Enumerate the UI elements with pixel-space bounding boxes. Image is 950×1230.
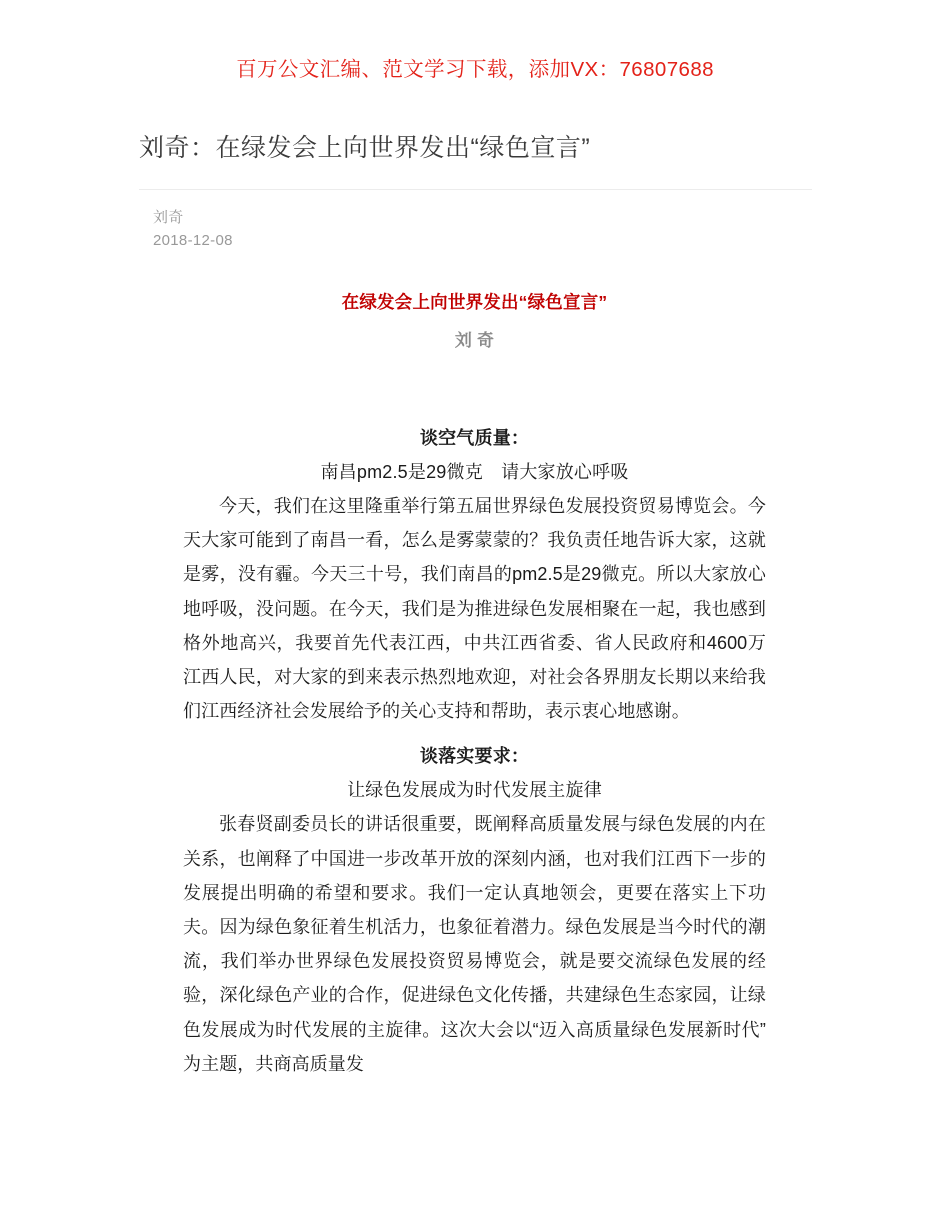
- article-meta: [139, 206, 812, 252]
- promo-banner-text: 百万公文汇编、范文学习下载，添加VX：76807688: [236, 58, 714, 81]
- promo-banner: [0, 52, 950, 82]
- section-subheading: 让绿色发展成为时代发展主旋律: [347, 780, 602, 801]
- section-paragraph: 张春贤副委员长的讲话很重要，既阐释高质量发展与绿色发展的内在关系，也阐释了中国进一步改革开放的深刻内涵，也对我们江西下一步的发展提出明确的希望和要求。我们一定认真地领会，更要在落实上下功夫。因为绿色象征着生机活力，也象征着潜力。绿色发展是当今时代的潮流，我们举办世界绿色发展投资贸易博览会，就是要交流绿色发展的经验，深化绿色产业的合作，促进绿色文化传播，共建绿色生态家园，让绿色发展成为时代发展的主旋律。这次大会以“迈入高质量绿色发展新时代”为主题，共商高质量发: [183, 814, 766, 1074]
- article-date: 2018-12-08: [153, 232, 233, 249]
- document-section: [183, 739, 766, 1081]
- document-headline: 在绿发会上向世界发出“绿色宣言”: [341, 292, 608, 312]
- document-byline: 刘 奇: [454, 331, 495, 350]
- section-heading: 谈落实要求：: [419, 746, 530, 767]
- section-heading: 谈空气质量：: [419, 428, 530, 448]
- document-section: [183, 421, 766, 728]
- page-title: 刘奇：在绿发会上向世界发出“绿色宣言”: [139, 134, 591, 162]
- section-paragraph: 今天，我们在这里隆重举行第五届世界绿色发展投资贸易博览会。今天大家可能到了南昌一看，怎么是雾蒙蒙的？我负责任地告诉大家，这就是雾，没有霾。今天三十号，我们南昌的pm2.5是29微克。所以大家放心地呼吸，没问题。在今天，我们是为推进绿色发展相聚在一起，我也感到格外地高兴，我要首先代表江西，中共江西省委、省人民政府和4600万江西人民，对大家的到来表示热烈地欢迎，对社会各界朋友长期以来给我们江西经济社会发展给予的关心支持和帮助，表示衷心地感谢。: [183, 496, 766, 722]
- article-header: [139, 128, 812, 252]
- article-author: 刘奇: [153, 209, 184, 226]
- document-body: [183, 288, 766, 1081]
- title-divider: [139, 189, 812, 190]
- section-subheading: 南昌pm2.5是29微克 请大家放心呼吸: [320, 462, 629, 482]
